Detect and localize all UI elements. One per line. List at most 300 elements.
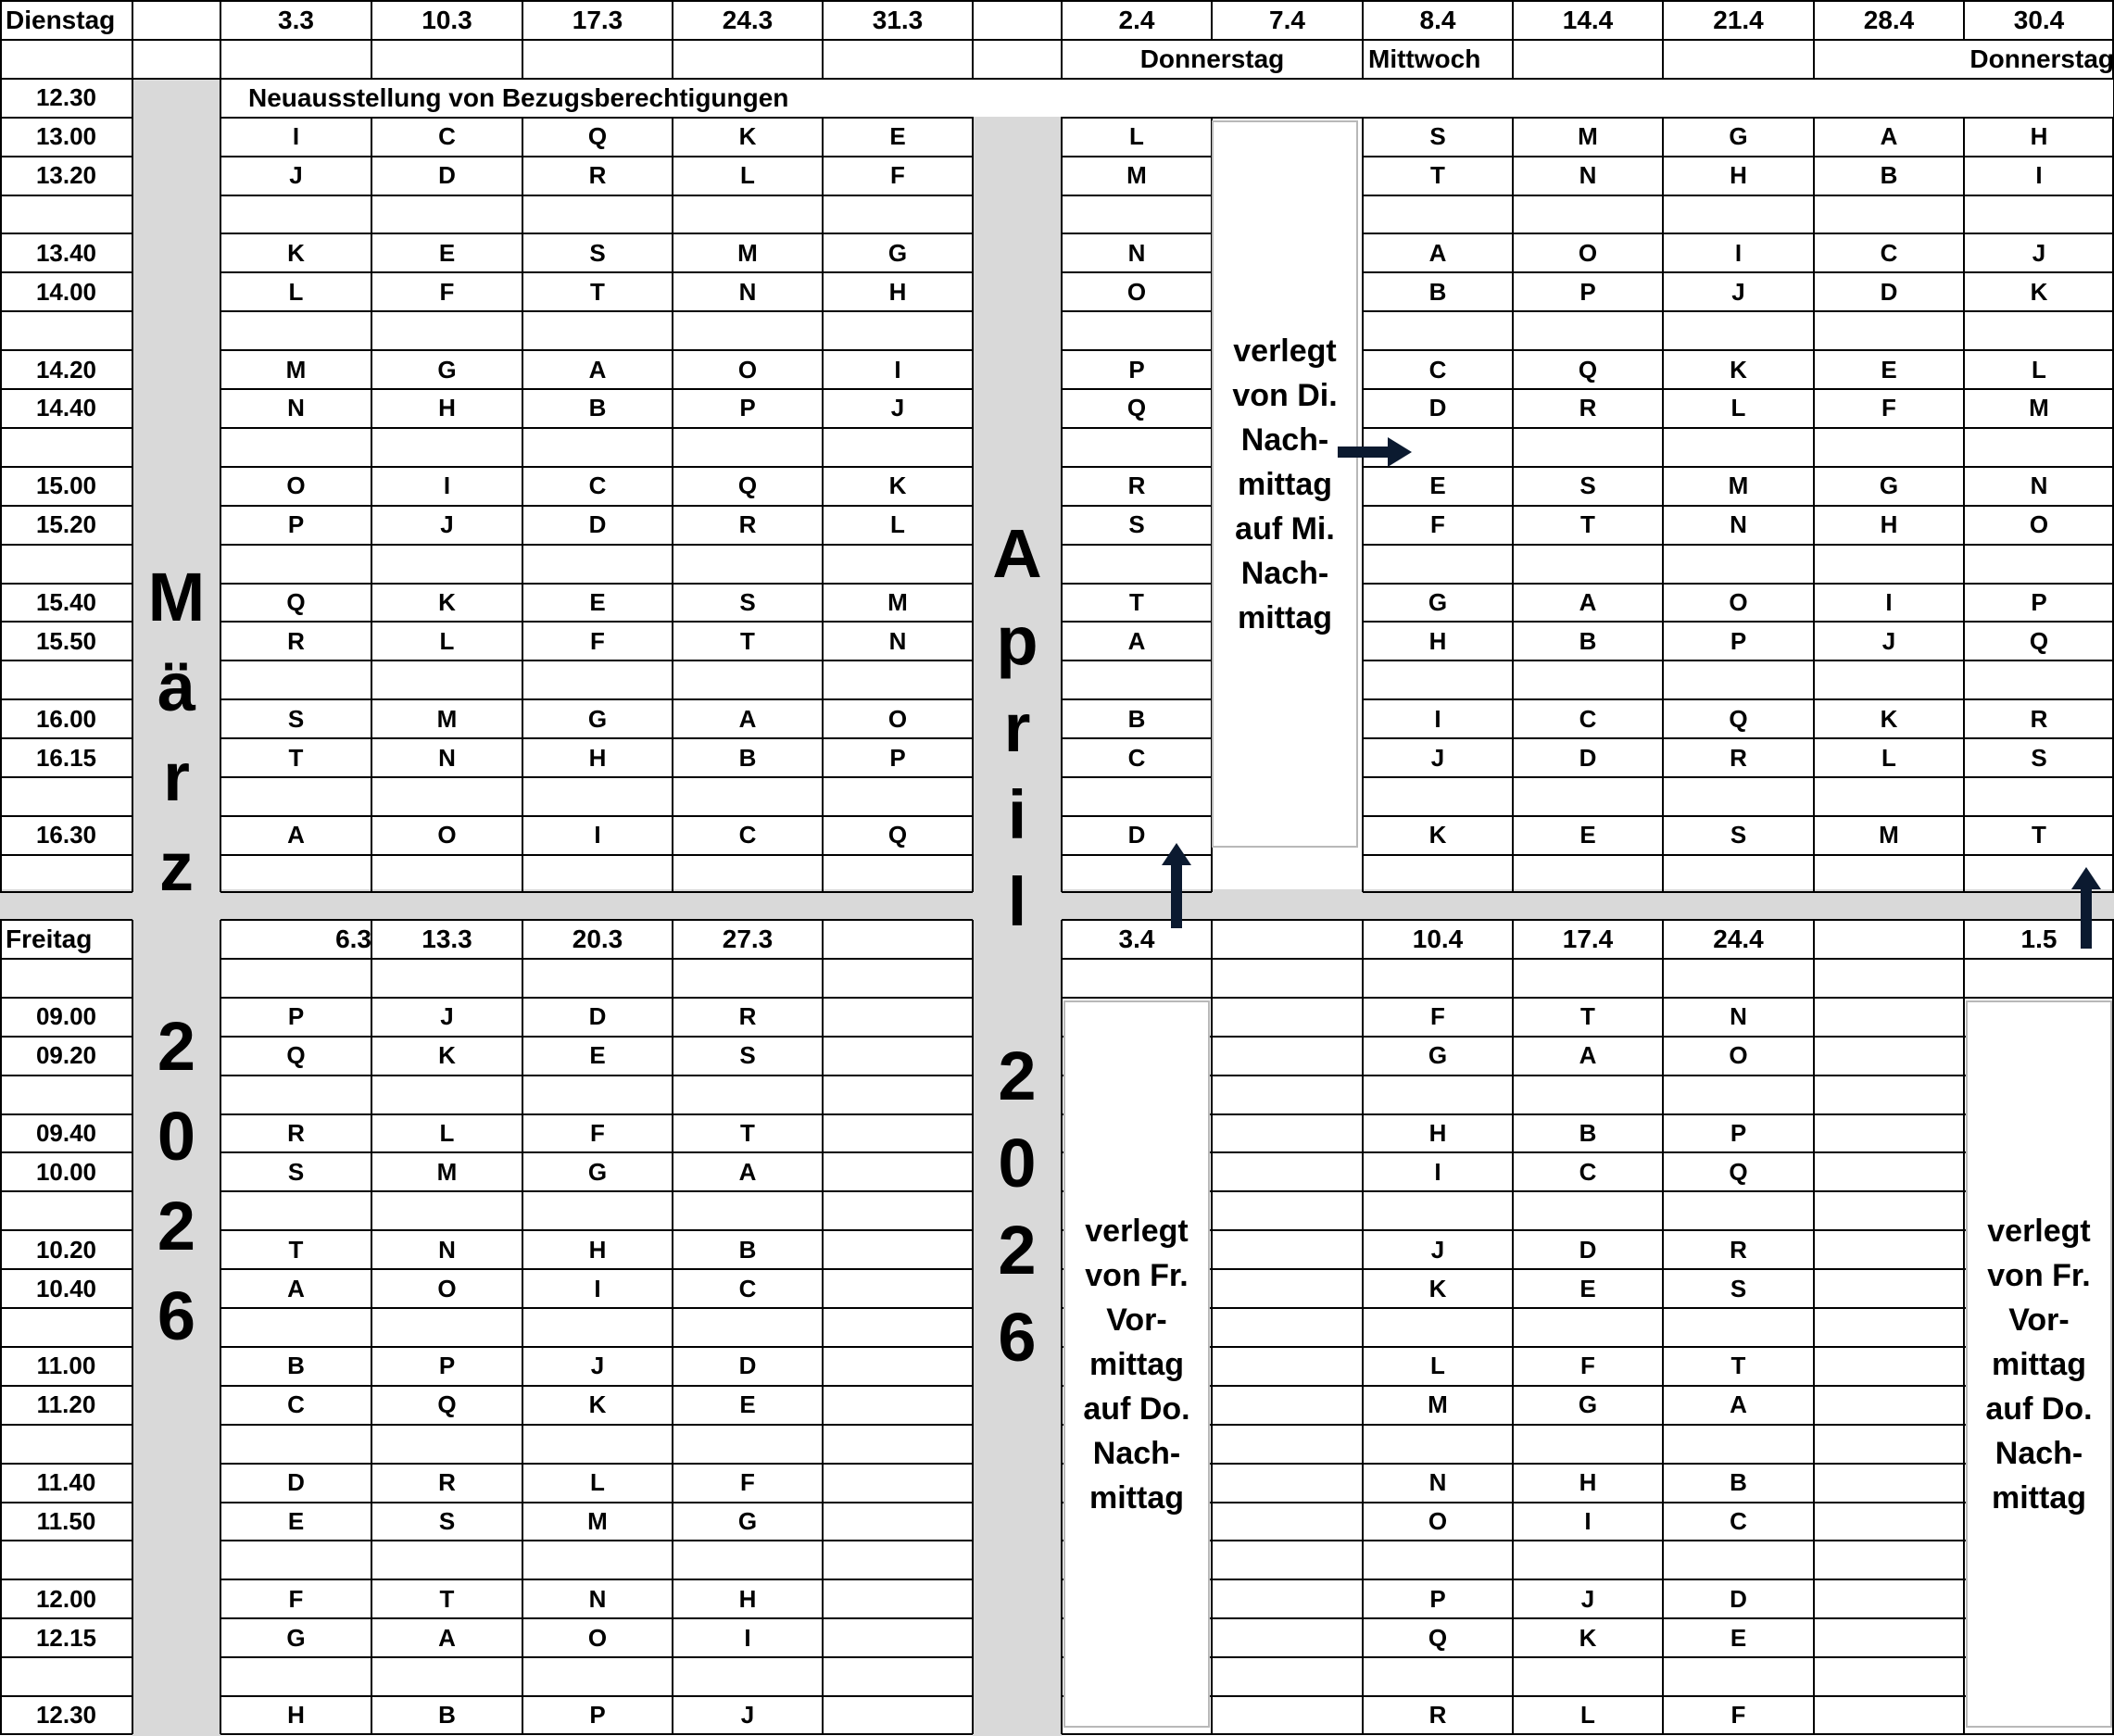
slot-cell: F (590, 1118, 605, 1147)
slot-cell: C (1127, 743, 1146, 772)
slot-cell: L (439, 626, 455, 655)
slot-cell: E (589, 1041, 606, 1070)
slot-cell (1663, 545, 1814, 584)
time-label: 13.40 (35, 238, 97, 267)
slot-cell (1513, 660, 1663, 699)
moved-note-top (1212, 120, 1358, 848)
slot-cell: B (1127, 704, 1146, 733)
slot-cell (1212, 1076, 1363, 1114)
slot-cell (823, 998, 973, 1037)
slot-cell (1814, 1579, 1964, 1618)
slot-cell (1814, 1541, 1964, 1579)
month-label-march: ä (157, 648, 196, 725)
slot-cell: B (738, 743, 757, 772)
slot-cell (823, 1503, 973, 1541)
slot-cell: G (1428, 587, 1448, 616)
slot-cell (823, 660, 973, 699)
slot-cell (1363, 545, 1513, 584)
time-label: 14.20 (35, 355, 97, 384)
slot-cell: T (590, 277, 605, 306)
slot-cell: E (1429, 472, 1446, 500)
slot-cell: F (1430, 1002, 1445, 1031)
slot-cell (823, 1696, 973, 1735)
slot-cell: Q (1428, 1623, 1448, 1652)
slot-cell: R (1579, 394, 1597, 422)
slot-cell (1062, 545, 1212, 584)
slot-cell (220, 428, 371, 467)
slot-cell: J (440, 510, 454, 539)
slot-cell: Q (587, 122, 608, 151)
month-label-march: M (147, 559, 206, 635)
time-label (0, 660, 132, 699)
time-label: 12.30 (35, 1701, 97, 1730)
slot-cell (1212, 1114, 1363, 1153)
slot-cell: B (1579, 626, 1597, 655)
slot-cell (823, 777, 973, 816)
date-header: 10.4 (1412, 924, 1464, 953)
slot-cell (823, 1114, 973, 1153)
slot-cell: K (1428, 1274, 1447, 1302)
slot-cell: Q (2029, 626, 2049, 655)
slot-cell (1663, 311, 1814, 350)
slot-cell: A (1730, 1390, 1747, 1419)
slot-cell (371, 1541, 522, 1579)
slot-cell (1663, 855, 1814, 894)
slot-cell: B (287, 1352, 305, 1380)
slot-cell: M (1428, 1390, 1448, 1419)
time-label (0, 311, 132, 350)
weekday-note: Mittwoch (1368, 44, 1481, 73)
date-header: 31.3 (872, 5, 924, 34)
slot-cell (220, 545, 371, 584)
date-header: 17.4 (1562, 924, 1614, 953)
slot-cell: K (438, 587, 456, 616)
note-text: verlegt von Fr. Vor- mittag auf Do. Nach- mittag (1985, 1213, 2093, 1516)
slot-cell: S (739, 587, 756, 616)
slot-cell: B (438, 1701, 456, 1730)
slot-cell: A (287, 821, 305, 849)
slot-cell (371, 545, 522, 584)
slot-cell: B (738, 1235, 757, 1264)
slot-cell: N (438, 1235, 456, 1264)
slot-cell (1212, 998, 1363, 1037)
slot-cell: N (1730, 510, 1747, 539)
slot-cell: T (1430, 161, 1445, 190)
time-label: 12.00 (35, 1584, 97, 1613)
slot-cell: M (436, 1157, 458, 1186)
time-label: 14.00 (35, 277, 97, 306)
slot-cell: H (1428, 1118, 1447, 1147)
intro-text: Neuausstellung von Bezugsberechtigungen (248, 82, 789, 112)
slot-cell (1212, 1269, 1363, 1308)
slot-cell: C (1579, 1157, 1597, 1186)
slot-cell (522, 428, 673, 467)
slot-cell (220, 855, 371, 894)
slot-cell: I (1434, 1157, 1441, 1186)
time-label: 14.40 (35, 394, 97, 422)
slot-cell: J (590, 1352, 605, 1380)
time-label (0, 545, 132, 584)
slot-cell: G (1879, 472, 1899, 500)
slot-cell (1663, 1191, 1814, 1230)
slot-cell (1814, 998, 1964, 1037)
weekday-note: Donnerstag (1969, 44, 2114, 73)
slot-cell: E (1579, 1274, 1596, 1302)
slot-cell: R (1127, 472, 1146, 500)
slot-cell (1513, 1657, 1663, 1696)
slot-cell: O (1729, 1041, 1748, 1070)
slot-cell (1663, 428, 1814, 467)
slot-cell (522, 1076, 673, 1114)
slot-cell: G (437, 355, 457, 384)
slot-cell: R (738, 1002, 757, 1031)
time-label (0, 1541, 132, 1579)
slot-cell: E (589, 587, 606, 616)
slot-cell (371, 855, 522, 894)
slot-cell: J (1580, 1584, 1595, 1613)
slot-cell: J (1731, 277, 1745, 306)
slot-cell (1663, 1541, 1814, 1579)
month-label-april: l (1007, 863, 1027, 940)
slot-cell (522, 545, 673, 584)
slot-cell: M (285, 355, 307, 384)
slot-cell: P (1429, 1584, 1446, 1613)
time-label: 10.00 (35, 1157, 97, 1186)
slot-cell: R (1730, 743, 1747, 772)
slot-cell: G (1729, 122, 1748, 151)
slot-cell: G (737, 1506, 758, 1535)
time-label: 12.30 (35, 83, 97, 112)
slot-cell: C (287, 1390, 305, 1419)
slot-cell: H (1428, 626, 1447, 655)
slot-cell (522, 1425, 673, 1464)
slot-cell (371, 1076, 522, 1114)
slot-cell: N (2030, 472, 2048, 500)
date-header: 1.5 (2020, 924, 2057, 953)
slot-cell: D (1579, 1235, 1597, 1264)
slot-cell: I (1434, 704, 1441, 733)
slot-cell: F (1730, 1701, 1746, 1730)
slot-cell (1212, 1503, 1363, 1541)
date-header: 30.4 (2013, 5, 2065, 34)
slot-cell: G (587, 1157, 608, 1186)
slot-cell: N (287, 394, 305, 422)
slot-cell (823, 1618, 973, 1657)
slot-cell (371, 660, 522, 699)
slot-cell: B (1579, 1118, 1597, 1147)
slot-cell: G (887, 238, 908, 267)
slot-cell: H (738, 1584, 757, 1613)
slot-cell (1212, 1657, 1363, 1696)
time-label: 16.15 (35, 743, 97, 772)
slot-cell (1062, 777, 1212, 816)
slot-cell: S (1579, 472, 1596, 500)
time-label: 11.00 (36, 1352, 96, 1380)
slot-cell (1363, 1076, 1513, 1114)
slot-cell: G (587, 704, 608, 733)
slot-cell (1363, 311, 1513, 350)
slot-cell (823, 1579, 973, 1618)
slot-cell (823, 1191, 973, 1230)
slot-cell: P (589, 1701, 606, 1730)
slot-cell: T (740, 626, 755, 655)
day-label: Dienstag (6, 5, 116, 34)
slot-cell (371, 428, 522, 467)
slot-cell: S (2031, 743, 2047, 772)
day-label: Freitag (6, 924, 93, 953)
slot-cell: I (2035, 161, 2043, 190)
slot-cell (1663, 1308, 1814, 1347)
date-header: 24.3 (722, 5, 774, 34)
slot-cell: L (890, 510, 905, 539)
slot-cell (823, 855, 973, 894)
slot-cell (522, 1191, 673, 1230)
slot-cell (1964, 777, 2114, 816)
slot-cell: I (894, 355, 901, 384)
slot-cell: K (2030, 277, 2048, 306)
slot-cell (1363, 1425, 1513, 1464)
time-label: 11.40 (36, 1468, 96, 1497)
slot-cell (220, 660, 371, 699)
time-label (0, 1308, 132, 1347)
slot-cell (522, 1308, 673, 1347)
date-header: 3.4 (1118, 924, 1155, 953)
slot-cell: T (1129, 587, 1144, 616)
slot-cell: A (287, 1274, 305, 1302)
slot-cell: M (1879, 821, 1899, 849)
slot-cell: F (1430, 510, 1445, 539)
date-header: 2.4 (1118, 5, 1155, 34)
slot-cell (1513, 1308, 1663, 1347)
slot-cell (1212, 1191, 1363, 1230)
slot-cell: B (588, 394, 607, 422)
slot-cell (1062, 195, 1212, 234)
slot-cell: G (1428, 1041, 1448, 1070)
slot-cell: E (438, 238, 456, 267)
slot-cell: M (1126, 161, 1147, 190)
month-label-march: 6 (157, 1277, 196, 1354)
slot-cell (1513, 1076, 1663, 1114)
time-label (0, 1425, 132, 1464)
slot-cell (371, 311, 522, 350)
slot-cell: P (287, 510, 305, 539)
date-header: 20.3 (572, 924, 623, 953)
slot-cell: M (436, 704, 458, 733)
slot-cell (1513, 195, 1663, 234)
slot-cell: F (288, 1584, 304, 1613)
slot-cell (1212, 855, 1363, 894)
slot-cell: O (437, 1274, 457, 1302)
slot-cell: S (1128, 510, 1145, 539)
time-label: 16.30 (35, 821, 97, 849)
slot-cell (1663, 1076, 1814, 1114)
slot-cell (1814, 1269, 1964, 1308)
slot-cell (371, 777, 522, 816)
slot-cell: O (737, 355, 758, 384)
slot-cell: D (1127, 821, 1146, 849)
slot-cell (371, 1308, 522, 1347)
slot-cell: D (287, 1468, 305, 1497)
slot-cell (1513, 777, 1663, 816)
month-label-april: 6 (998, 1299, 1037, 1376)
slot-cell (1964, 428, 2114, 467)
slot-cell (1363, 195, 1513, 234)
date-header: 10.3 (422, 5, 472, 34)
slot-cell (1814, 1191, 1964, 1230)
moved-note-bottom-right (1966, 1000, 2112, 1728)
slot-cell (1212, 1425, 1363, 1464)
slot-cell (673, 1541, 823, 1579)
slot-cell: M (737, 238, 758, 267)
slot-cell: K (1730, 355, 1747, 384)
slot-cell: Q (286, 1041, 306, 1070)
slot-cell: R (2030, 704, 2048, 733)
slot-cell: S (287, 1157, 305, 1186)
slot-cell (1663, 1657, 1814, 1696)
slot-cell: O (887, 704, 908, 733)
date-header: 7.4 (1269, 5, 1305, 34)
slot-cell (673, 311, 823, 350)
month-label-april: 2 (998, 1038, 1037, 1114)
slot-cell (1513, 311, 1663, 350)
slot-cell (823, 1347, 973, 1386)
slot-cell: H (1579, 1468, 1597, 1497)
slot-cell: R (287, 1118, 305, 1147)
slot-cell (1212, 1037, 1363, 1076)
time-label (0, 777, 132, 816)
slot-cell: I (594, 1274, 601, 1302)
slot-cell: A (438, 1623, 456, 1652)
slot-cell (371, 1657, 522, 1696)
slot-cell (673, 195, 823, 234)
slot-cell: K (1579, 1623, 1597, 1652)
slot-cell: D (1730, 1584, 1747, 1613)
slot-cell (522, 311, 673, 350)
slot-cell: D (588, 1002, 607, 1031)
slot-cell: C (1730, 1506, 1747, 1535)
slot-cell: A (1428, 238, 1447, 267)
slot-cell: E (889, 122, 906, 151)
slot-cell: H (1880, 510, 1898, 539)
slot-cell: P (287, 1002, 305, 1031)
slot-cell: S (1730, 821, 1747, 849)
slot-cell: Q (286, 587, 306, 616)
slot-cell (1663, 660, 1814, 699)
date-header: 17.3 (572, 5, 623, 34)
time-label (0, 428, 132, 467)
slot-cell (823, 1037, 973, 1076)
slot-cell (1212, 1308, 1363, 1347)
slot-cell (1814, 1037, 1964, 1076)
slot-cell: R (1730, 1235, 1747, 1264)
slot-cell (1814, 1114, 1964, 1153)
month-label-april: A (992, 515, 1042, 592)
slot-cell: Q (887, 821, 908, 849)
slot-cell (522, 660, 673, 699)
slot-cell (673, 777, 823, 816)
date-header: 13.3 (422, 924, 472, 953)
slot-cell: K (1880, 704, 1898, 733)
slot-cell: T (740, 1118, 755, 1147)
slot-cell: M (1578, 122, 1598, 151)
slot-cell: M (2029, 394, 2049, 422)
slot-cell: T (288, 743, 304, 772)
slot-cell: L (1580, 1701, 1595, 1730)
slot-cell (1814, 1386, 1964, 1425)
slot-cell: A (1127, 626, 1146, 655)
slot-cell (823, 1076, 973, 1114)
slot-cell (673, 545, 823, 584)
slot-cell (220, 195, 371, 234)
slot-cell (1212, 1347, 1363, 1386)
slot-cell: K (1428, 821, 1447, 849)
time-label (0, 1191, 132, 1230)
slot-cell (220, 1541, 371, 1579)
time-label (0, 855, 132, 894)
slot-cell (220, 1657, 371, 1696)
note-text: verlegt von Fr. Vor- mittag auf Do. Nach- mittag (1083, 1213, 1190, 1516)
slot-cell: A (1579, 587, 1597, 616)
slot-cell (1212, 1464, 1363, 1503)
slot-cell: O (1428, 1506, 1448, 1535)
time-label: 09.20 (35, 1041, 97, 1070)
slot-cell (1814, 545, 1964, 584)
slot-cell: F (740, 1468, 755, 1497)
slot-cell (1062, 311, 1212, 350)
slot-cell: L (1430, 1352, 1445, 1380)
slot-cell (823, 428, 973, 467)
slot-cell (823, 1657, 973, 1696)
slot-cell (823, 311, 973, 350)
slot-cell: B (1880, 161, 1898, 190)
date-header (1212, 920, 1363, 959)
slot-cell: H (438, 394, 456, 422)
slot-cell (1513, 545, 1663, 584)
slot-cell (1663, 777, 1814, 816)
time-label: 15.00 (35, 472, 97, 500)
slot-cell: S (438, 1506, 456, 1535)
slot-cell: I (1885, 587, 1893, 616)
slot-cell (1814, 660, 1964, 699)
slot-cell (371, 1425, 522, 1464)
slot-cell: S (1730, 1274, 1747, 1302)
slot-cell: K (888, 472, 907, 500)
slot-cell: L (740, 161, 755, 190)
slot-cell: D (1880, 277, 1898, 306)
slot-cell (1814, 311, 1964, 350)
slot-cell: H (1730, 161, 1747, 190)
slot-cell: N (888, 626, 907, 655)
slot-cell: O (286, 472, 306, 500)
slot-cell (522, 1541, 673, 1579)
month-label-march: r (163, 738, 190, 815)
arrow-up-icon (1160, 841, 1193, 930)
slot-cell: C (1579, 704, 1597, 733)
slot-cell: L (1730, 394, 1746, 422)
time-label: 15.50 (35, 626, 97, 655)
slot-cell (1212, 1618, 1363, 1657)
time-label: 11.50 (36, 1506, 96, 1535)
slot-cell: T (1580, 510, 1595, 539)
slot-cell (1363, 777, 1513, 816)
time-label: 13.00 (35, 122, 97, 151)
slot-cell: I (1584, 1506, 1592, 1535)
slot-cell (1513, 855, 1663, 894)
slot-cell (1814, 1618, 1964, 1657)
slot-cell (1062, 428, 1212, 467)
date-header: 6.3 (335, 924, 371, 953)
slot-cell (1513, 1541, 1663, 1579)
